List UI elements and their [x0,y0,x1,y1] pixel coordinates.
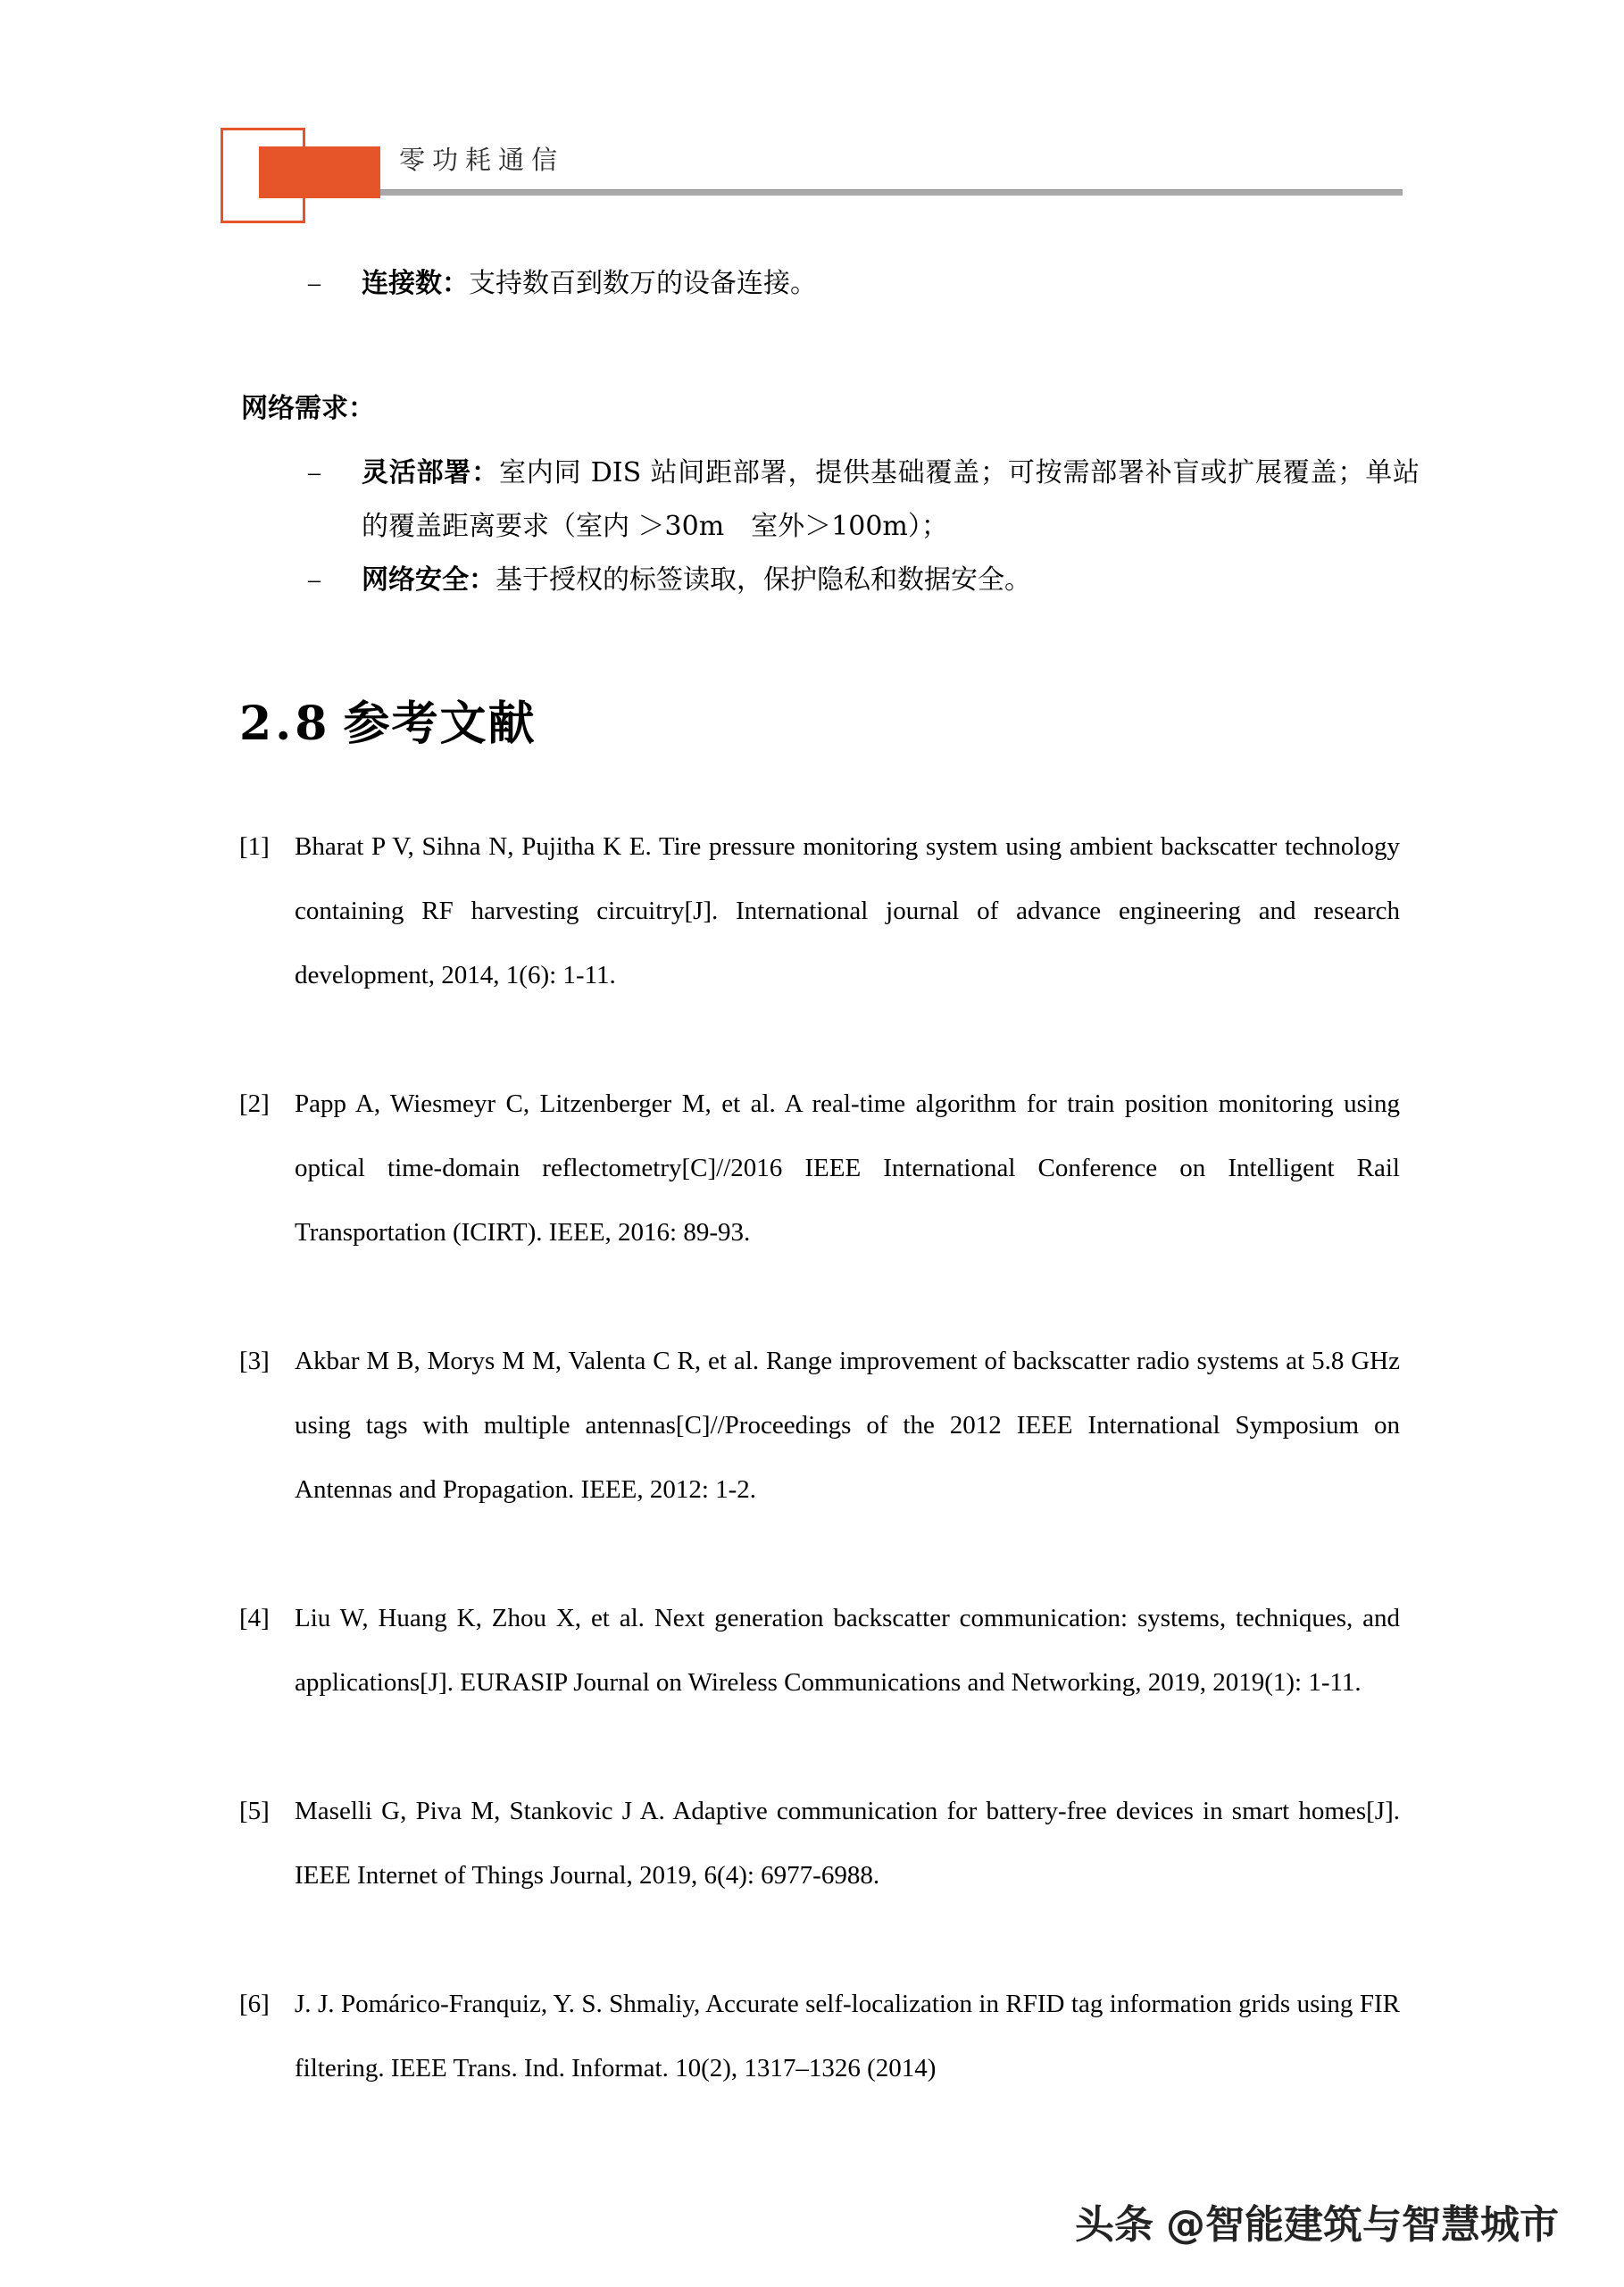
reference-text: Maselli G, Piva M, Stankovic J A. Adaptive communication for battery-free devices in smart homes[J]. IEEE Internet of Things Journal, 2019, 6(4): 6977-6988. [295,1797,1400,1890]
reference-text: J. J. Pomárico-Franquiz, Y. S. Shmaliy, Accurate self-localization in RFID tag information grids using FIR filtering. IEEE Trans. Ind. Informat. 10(2), 1317–1326 (2014) [295,1990,1400,2083]
bullet-row [241,257,1420,311]
list-item-body: 支持数百到数万的设备连接。 [469,268,817,299]
watermark-handle: @智能建筑与智慧城市 [1166,2202,1559,2248]
reference-marker: [5] [239,1797,270,1825]
list-item-text [362,554,1420,607]
reference-list [239,814,1400,2165]
watermark [1075,2192,1559,2249]
dash-bullet-icon: – [308,459,321,487]
section-heading [239,693,536,755]
list-item-text [362,257,1420,311]
section-number: 2.8 [239,697,331,751]
header-title: 零功耗通信 [399,146,565,175]
header-filled-rectangle-icon [259,146,380,198]
network-requirements-label: 网络需求： [241,393,375,424]
reference-entry [239,1329,1400,1586]
reference-text: Papp A, Wiesmeyr C, Litzenberger M, et al. A real-time algorithm for train position monitoring using optical time-domain reflectometry[C]//2016 IEEE International Conference on Intelligent Rail Transportation (ICIRT). IEEE, 2016: 89-93. [295,1089,1400,1247]
list-item-lead: 连接数： [362,268,469,299]
list-item-lead: 灵活部署： [362,457,499,488]
reference-entry [239,1972,1400,2165]
dash-bullet-icon: – [308,566,321,594]
bullet-row [241,554,1420,607]
reference-marker: [2] [239,1089,270,1118]
reference-text: Bharat P V, Sihna N, Pujitha K E. Tire pressure monitoring system using ambient backscatter technology containing RF harvesting circuitry[J]. International journal of advance engineering and research development, 2014, 1(6): 1-11. [295,832,1400,989]
reference-entry [239,1072,1400,1329]
list-item-text [362,447,1420,554]
page-header [0,0,1624,223]
watermark-brand: 头条 [1075,2202,1153,2248]
reference-text: Akbar M B, Morys M M, Valenta C R, et al. Range improvement of backscatter radio systems at 5.8 GHz using tags with multiple antennas[C]//Proceedings of the 2012 IEEE International Symposium on Antennas and Propagation. IEEE, 2012: 1-2. [295,1347,1400,1504]
list-item-connection-count [241,257,1420,311]
section-title: 参考文献 [343,697,537,751]
header-divider [380,189,1403,196]
reference-entry [239,814,1400,1072]
list-item-body: 基于授权的标签读取，保护隐私和数据安全。 [496,564,1031,596]
reference-marker: [1] [239,832,270,861]
reference-marker: [4] [239,1604,270,1632]
bullet-row [241,447,1420,554]
reference-entry [239,1586,1400,1779]
reference-entry [239,1779,1400,1972]
list-item-body: 室内同 DIS 站间距部署，提供基础覆盖；可按需部署补盲或扩展覆盖；单站的覆盖距离要求（室内 ＞30m 室外＞100m）； [362,457,1420,542]
list-item-lead: 网络安全： [362,564,496,596]
list-item-flexible-deployment [241,447,1420,554]
reference-marker: [3] [239,1347,270,1375]
reference-marker: [6] [239,1990,270,2018]
reference-text: Liu W, Huang K, Zhou X, et al. Next generation backscatter communication: systems, techniques, and applications[J]. EURASIP Journal on Wireless Communications and Networking, 2019, 2019(1): 1-11. [295,1604,1400,1697]
list-item-network-security [241,554,1420,607]
dash-bullet-icon: – [308,270,321,297]
